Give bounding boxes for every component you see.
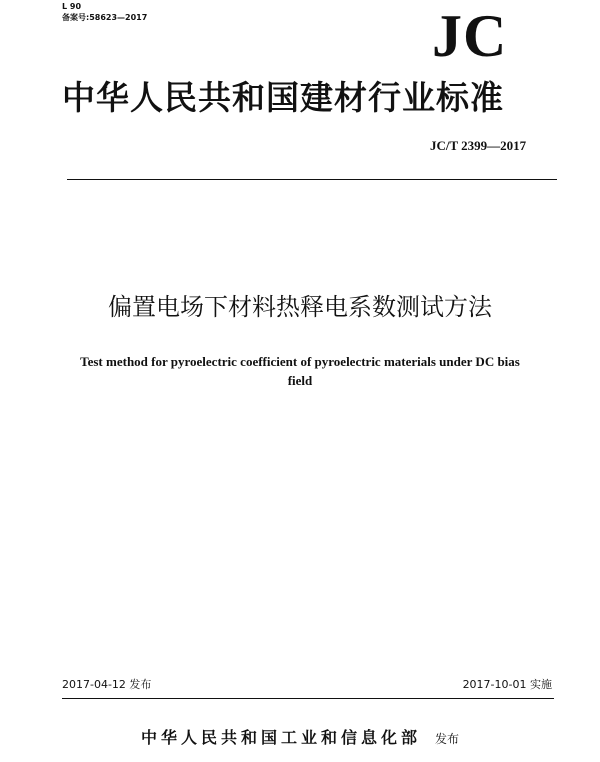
standard-number: JC/T 2399—2017: [430, 138, 527, 153]
jc-logo: JC: [432, 3, 508, 69]
issue-date: 2017-04-12 发布: [62, 678, 152, 691]
top-divider: [67, 179, 557, 180]
issuer-line: [0, 727, 600, 750]
document-title-chinese: 偏置电场下材料热释电系数测试方法: [108, 293, 492, 321]
issuing-authority: 中华人民共和国工业和信息化部: [140, 728, 421, 747]
implementation-date: 2017-10-01 实施: [462, 678, 552, 691]
bottom-divider: [62, 698, 554, 699]
document-title-english: Test method for pyroelectric coefficient of pyroelectric materials under DC bias field: [80, 354, 520, 388]
issued-label: 发布: [435, 732, 460, 746]
classification-code: L 90: [62, 2, 82, 11]
standard-category-heading: 中华人民共和国建材行业标准: [62, 78, 504, 117]
filing-number: 备案号:58623—2017: [62, 13, 148, 22]
